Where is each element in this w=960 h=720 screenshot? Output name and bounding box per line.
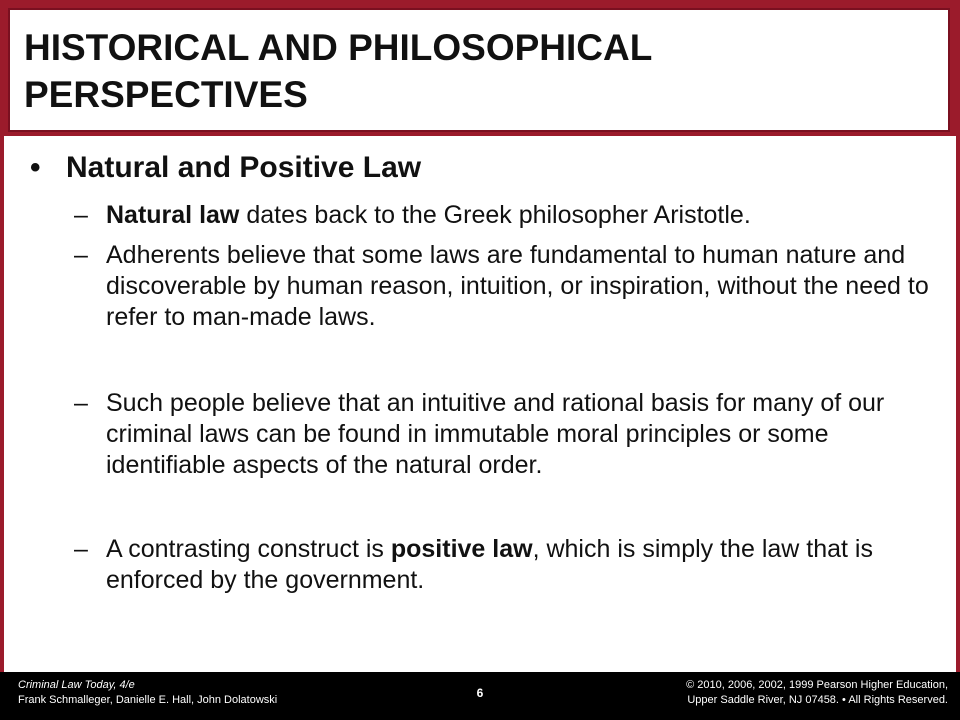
book-title: Criminal Law Today, 4/e [18, 679, 135, 691]
main-bullet [30, 150, 421, 186]
footer-credits [18, 678, 277, 708]
dash-glyph: – [74, 535, 88, 563]
term-positive-law: positive law [390, 535, 533, 563]
term-natural-law: Natural law [106, 201, 240, 229]
dash-glyph: – [74, 389, 88, 417]
authors: Frank Schmalleger, Danielle E. Hall, John Dolatowski [18, 694, 278, 706]
copyright-line-2: Upper Saddle River, NJ 07458. • All Rights Reserved. [687, 694, 948, 706]
dash-glyph: – [74, 201, 88, 229]
main-bullet-text: Natural and Positive Law [66, 151, 422, 184]
copyright-line-1: © 2010, 2006, 2002, 1999 Pearson Higher Education, [686, 679, 948, 691]
content-area [4, 136, 956, 672]
slide-title: HISTORICAL AND PHILOSOPHICAL PERSPECTIVES [24, 27, 653, 115]
sub-point-2-text: Adherents believe that some laws are fundamental to human nature and discoverable by human reason, intuition, or inspiration, without the need to refer to man-made laws. [106, 241, 929, 331]
sub-point-2 [74, 240, 940, 333]
footer [0, 672, 960, 720]
title-box [8, 8, 950, 132]
sub-point-4 [74, 534, 940, 596]
sub-point-4-text: , which is simply the law that is enforced by the government. [106, 535, 873, 594]
page-number: 6 [476, 686, 484, 700]
sub-point-1 [74, 200, 940, 231]
sub-point-3 [74, 388, 940, 481]
bullet-glyph: • [30, 151, 41, 184]
dash-glyph: – [74, 241, 88, 269]
sub-point-1-text: dates back to the Greek philosopher Aristotle. [239, 201, 751, 229]
sub-point-3-text: Such people believe that an intuitive and rational basis for many of our criminal laws can be found in immutable moral principles or some identifiable aspects of the natural order. [106, 389, 885, 479]
copyright [686, 678, 948, 708]
sub-point-4-lead: A contrasting construct is [106, 535, 391, 563]
